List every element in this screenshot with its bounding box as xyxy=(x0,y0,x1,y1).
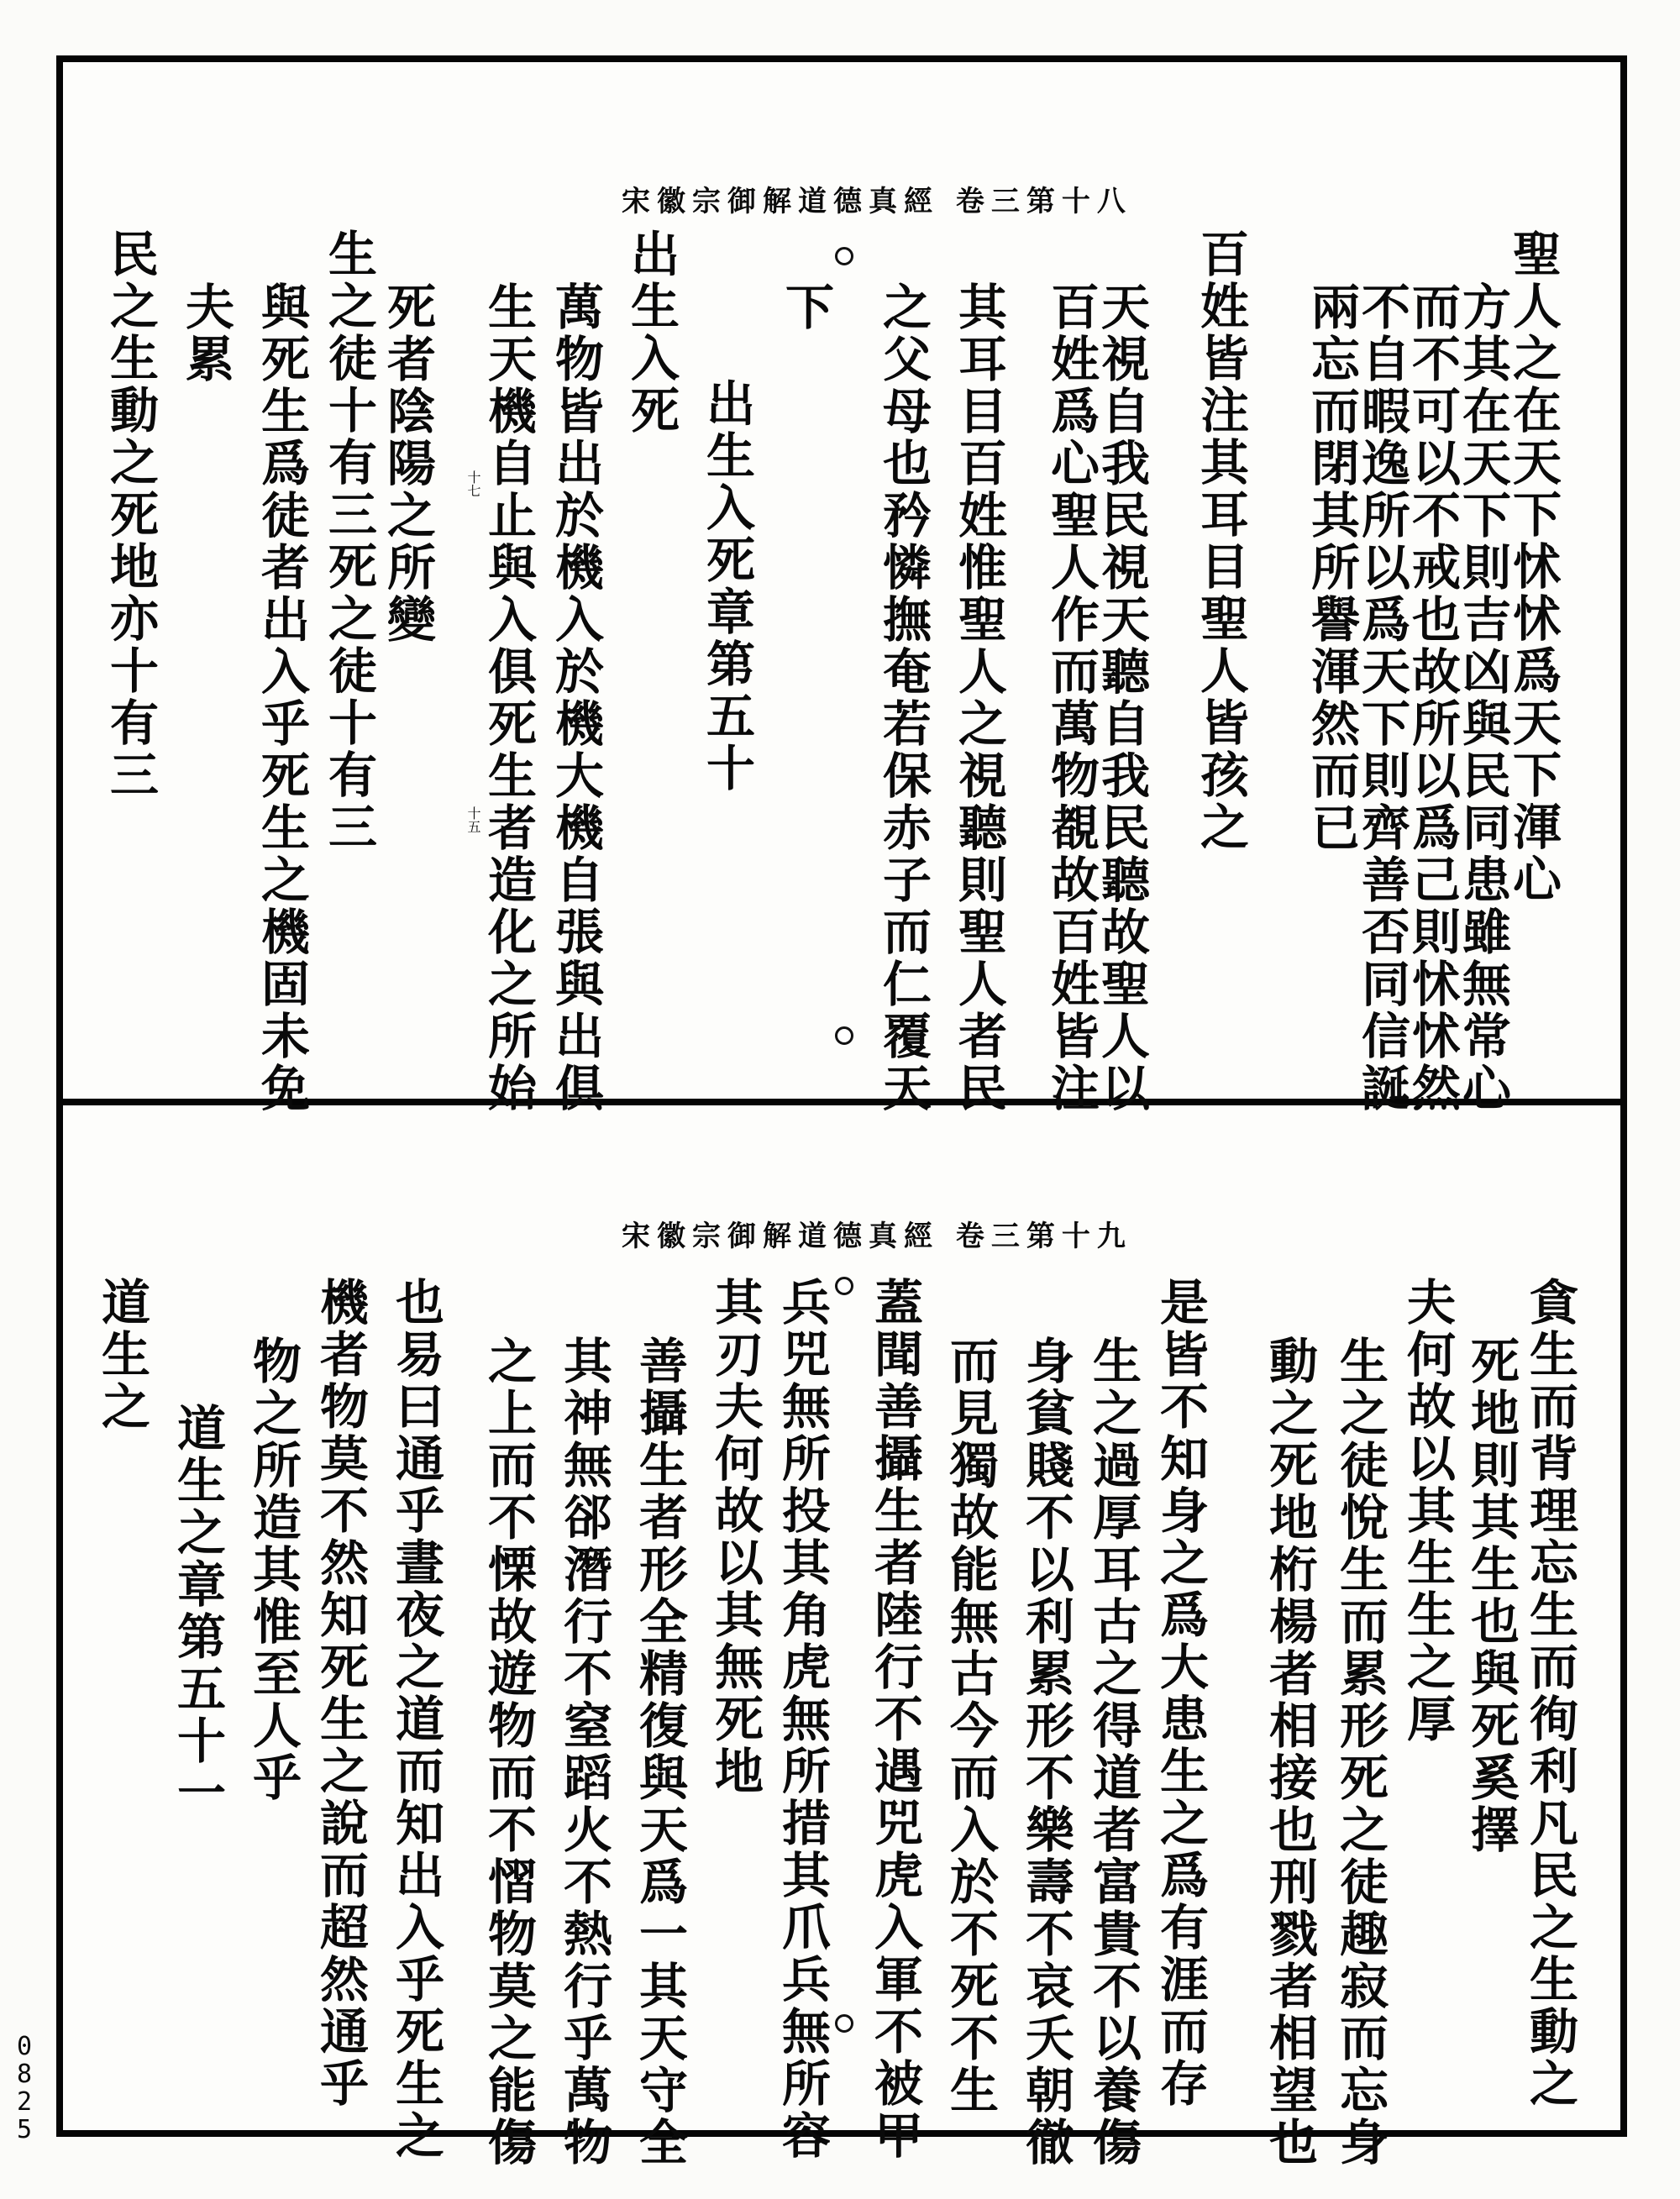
top-chapter-title: 出生入死章第五十 xyxy=(698,378,755,795)
bottom-chapter-title: 道生之章第五十一 xyxy=(169,1403,226,1819)
bottom-text-column-18: 物之所造其惟至人乎 xyxy=(244,1336,302,1804)
top-text-column-1: 聖人之在天下怵怵爲天下渾心 xyxy=(1504,228,1562,905)
top-text-column-14: 萬物皆出於機入於機大機自張與出俱 xyxy=(547,281,604,1115)
top-text-column-17: 生之徒十有三死之徒十有三 xyxy=(320,228,377,853)
bottom-text-column-12: 其刃夫何故以其無死地 xyxy=(706,1277,764,1798)
bottom-text-column-16: 也易曰通乎晝夜之道而知出入乎死生之 xyxy=(387,1277,444,2162)
top-text-column-15: 生天機自止與入俱死生者造化之所始 xyxy=(480,281,537,1115)
top-margin-note-1: 十七 xyxy=(465,470,481,497)
top-text-column-2: 方其在天下則吉凶與民同患雖無常心 xyxy=(1454,281,1511,1115)
bottom-page-header: 宋徽宗御解道德真經 卷三第十九 xyxy=(622,1220,1132,1253)
bottom-text-column-10: 蓋聞善攝生者陸行不遇兕虎入軍不被甲 xyxy=(866,1277,923,2162)
top-text-column-16: 死者陰陽之所變 xyxy=(379,281,436,646)
bottom-text-column-9: 而見獨故能無古今而入於不死不生 xyxy=(942,1336,999,2117)
page-number-digit: 5 xyxy=(17,2115,33,2144)
bottom-text-column-7: 生之過厚耳古之得道者富貴不以養傷 xyxy=(1084,1336,1142,2169)
bottom-text-column-4: 生之徒悅生而累形死之徒趣寂而忘身 xyxy=(1331,1336,1389,2169)
bottom-text-column-15: 之上而不慄故遊物而不慴物莫之能傷 xyxy=(480,1336,537,2169)
top-text-column-7: 天視自我民視天聽自我民聽故聖人以 xyxy=(1093,281,1150,1115)
top-margin-note-2: 十五 xyxy=(465,806,481,833)
page-number-digit: 8 xyxy=(17,2060,33,2089)
top-text-column-9: 其耳目百姓惟聖人之視聽則聖人者民 xyxy=(950,281,1007,1115)
top-text-column-10: 之父母也矜憐撫奄若保赤子而仁覆天 xyxy=(874,281,932,1115)
top-page-header: 宋徽宗御解道德真經 卷三第十八 xyxy=(622,185,1132,218)
top-text-column-18: 與死生爲徒者出入乎死生之機固未免 xyxy=(253,281,310,1115)
page-number-digit: 0 xyxy=(17,2032,33,2061)
top-text-column-3: 而不可以不戒也故所以爲己則怵怵然 xyxy=(1404,281,1461,1115)
bottom-text-column-20: 道生之 xyxy=(93,1277,150,1433)
bottom-circle-mark-2 xyxy=(835,2014,853,2033)
bottom-text-column-2: 死地則其生也與死奚擇 xyxy=(1462,1336,1520,1856)
top-circle-mark-2 xyxy=(835,1026,853,1045)
bottom-text-column-13: 善攝生者形全精復與天爲一其天守全 xyxy=(631,1336,688,2169)
top-text-column-19: 夫累 xyxy=(177,281,234,386)
top-text-column-20: 民之生動之死地亦十有三 xyxy=(102,228,159,801)
bottom-text-column-11: 兵兕無所投其角虎無所措其爪兵無所容 xyxy=(774,1277,831,2162)
bottom-text-column-3: 夫何故以其生生之厚 xyxy=(1399,1277,1456,1745)
top-text-column-8: 百姓爲心聖人作而萬物覩故百姓皆注 xyxy=(1042,281,1100,1115)
bottom-text-column-17: 機者物莫不然知死生之說而超然通乎 xyxy=(312,1277,369,2110)
top-text-column-4: 不自暇逸所以爲天下則齊善否同信誕 xyxy=(1353,281,1410,1115)
top-circle-mark-1 xyxy=(835,247,853,265)
top-text-column-13: 出生入死 xyxy=(622,228,680,437)
bottom-text-column-1: 貪生而背理忘生而徇利凡民之生動之 xyxy=(1521,1277,1578,2110)
top-text-column-6: 百姓皆注其耳目聖人皆孩之 xyxy=(1192,228,1249,853)
page-number xyxy=(17,2033,34,2144)
top-text-column-11: 下 xyxy=(777,281,834,333)
page-number-digit: 2 xyxy=(17,2087,33,2117)
bottom-text-column-8: 身貧賤不以利累形不樂壽不哀夭朝徹 xyxy=(1017,1336,1074,2169)
bottom-text-column-14: 其神無郤潛行不窒蹈火不熱行乎萬物 xyxy=(555,1336,612,2169)
bottom-text-column-6: 是皆不知身之爲大患生之爲有涯而存 xyxy=(1152,1277,1209,2110)
top-text-column-5: 兩忘而閉其所譽渾然而已 xyxy=(1303,281,1360,854)
bottom-text-column-5: 動之死地桁楊者相接也刑戮者相望也 xyxy=(1261,1336,1318,2169)
bottom-circle-mark-1 xyxy=(835,1277,853,1295)
